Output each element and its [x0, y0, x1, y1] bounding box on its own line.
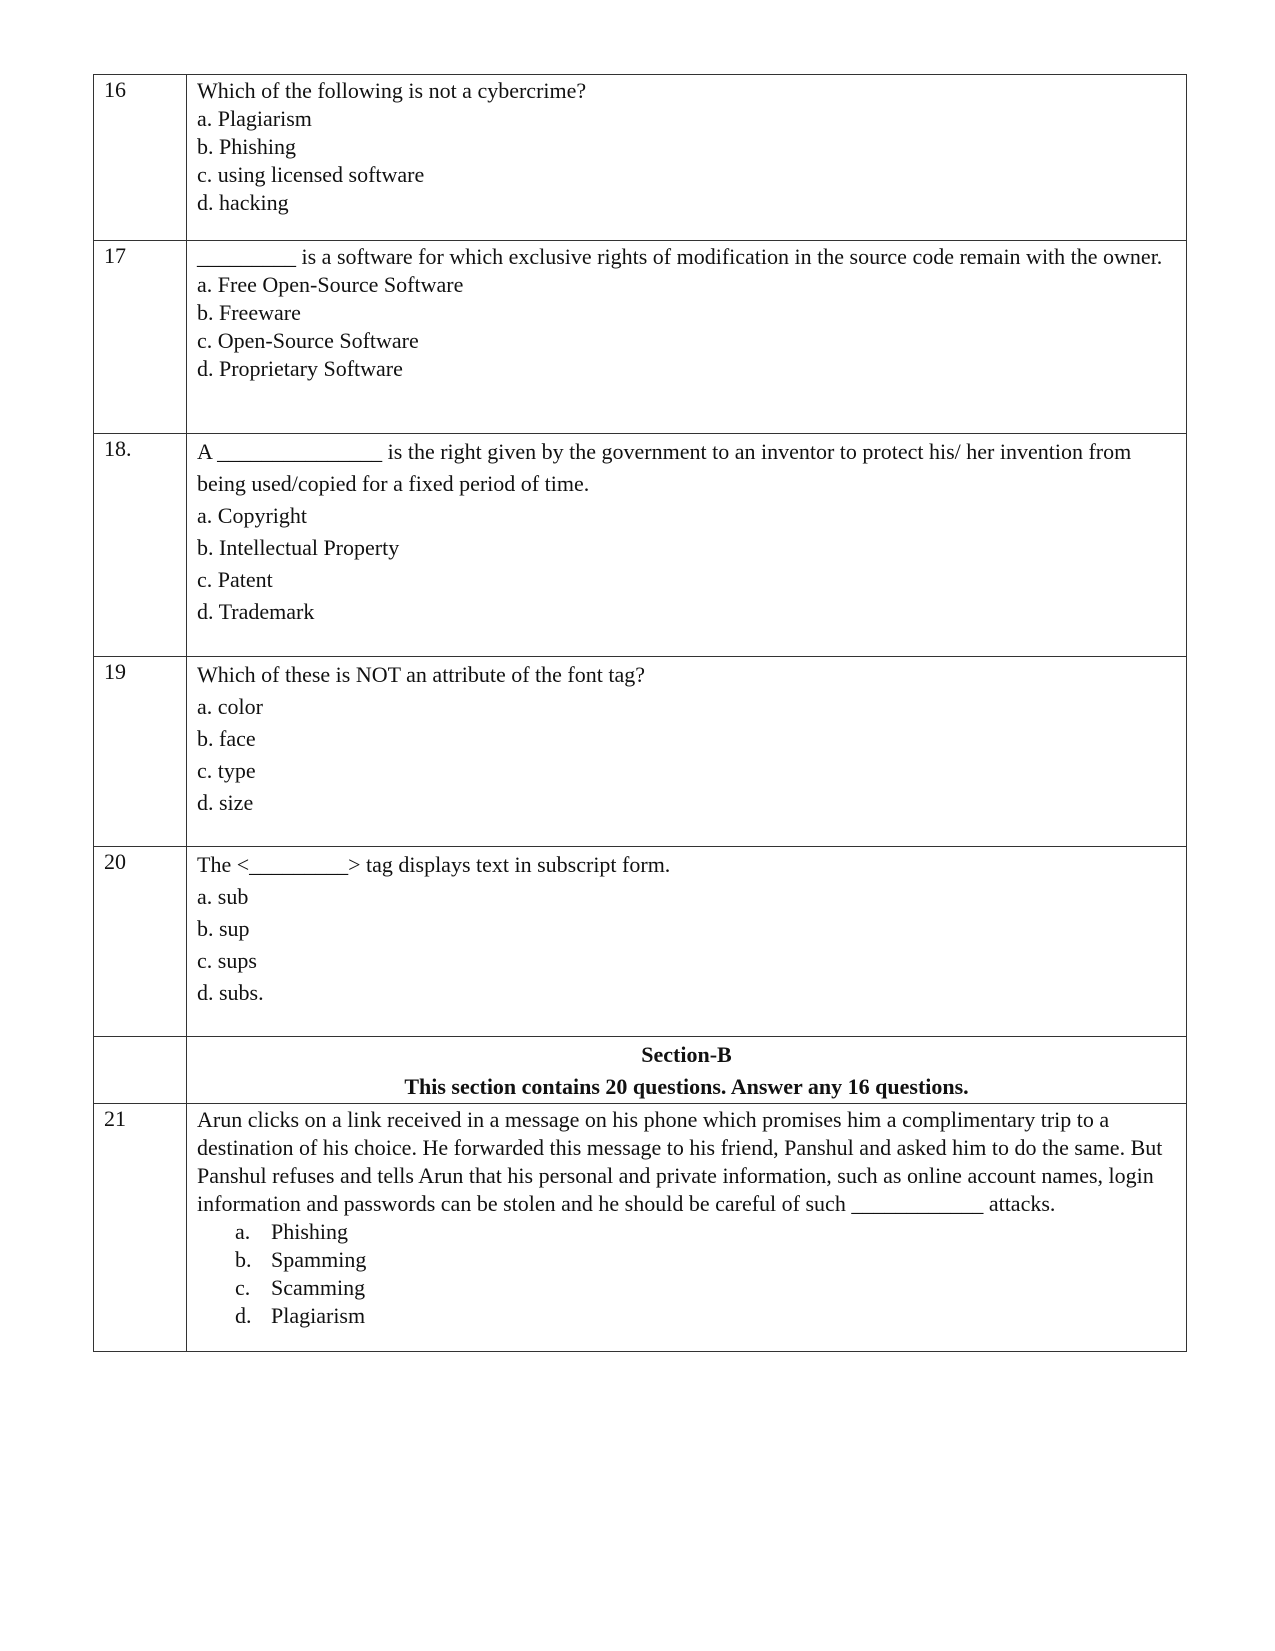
option-c [235, 1274, 1176, 1302]
option-a [235, 1218, 1176, 1246]
question-row-18 [94, 434, 1187, 657]
option-c: c. sups [197, 948, 257, 973]
question-row-20 [94, 847, 1187, 1037]
option-c: c. using licensed software [197, 162, 425, 187]
question-cell [187, 1104, 1187, 1352]
option-d: d. Trademark [197, 599, 315, 624]
option-letter: d. [235, 1303, 252, 1328]
question-cell [187, 847, 1187, 1037]
option-list [197, 1218, 1176, 1330]
question-text: A _______________ is the right given by the government to an inventor to protect his/ her invention from being used/copied for a fixed period of time. [197, 439, 1132, 496]
option-a: a. sub [197, 884, 249, 909]
option-letter: a. [235, 1219, 251, 1244]
option-c: c. Open-Source Software [197, 328, 419, 353]
option-b: b. sup [197, 916, 250, 941]
section-header-row [94, 1037, 1187, 1104]
option-a: a. color [197, 694, 263, 719]
question-row-17 [94, 241, 1187, 434]
option-a: a. Plagiarism [197, 106, 312, 131]
option-b [235, 1246, 1176, 1274]
option-b: b. Freeware [197, 300, 301, 325]
question-number: 17 [94, 241, 187, 434]
question-cell [187, 75, 1187, 241]
question-text: Which of these is NOT an attribute of the font tag? [197, 662, 646, 687]
option-b: b. Phishing [197, 134, 297, 159]
question-row-16 [94, 75, 1187, 241]
question-cell [187, 657, 1187, 847]
option-d: d. Proprietary Software [197, 356, 403, 381]
option-a: a. Free Open-Source Software [197, 272, 464, 297]
option-b: b. face [197, 726, 256, 751]
question-text: Which of the following is not a cybercrime? [197, 78, 587, 103]
question-number: 18. [94, 434, 187, 657]
question-row-21 [94, 1104, 1187, 1352]
option-label: Spamming [271, 1247, 367, 1272]
option-label: Scamming [271, 1275, 366, 1300]
option-letter: c. [235, 1275, 251, 1300]
section-instruction: This section contains 20 questions. Answer any 16 questions. [404, 1074, 969, 1099]
question-number: 19 [94, 657, 187, 847]
option-d: d. hacking [197, 190, 289, 215]
option-d: d. size [197, 790, 254, 815]
question-number: 21 [94, 1104, 187, 1352]
option-d: d. subs. [197, 980, 264, 1005]
question-row-19 [94, 657, 1187, 847]
question-text: The <_________> tag displays text in subscript form. [197, 852, 671, 877]
question-text: _________ is a software for which exclusive rights of modification in the source code remain with the owner. [197, 244, 1163, 269]
option-label: Phishing [271, 1219, 349, 1244]
question-text: Arun clicks on a link received in a message on his phone which promises him a complimentary trip to a destination of his choice. He forwarded this message to his friend, Panshul and asked him to do the same. But Panshul refuses and tells Arun that his personal and private information, such as online account names, login information and passwords can be stolen and he should be careful of such ____________ attacks. [197, 1107, 1163, 1216]
option-b: b. Intellectual Property [197, 535, 400, 560]
section-title: Section-B [641, 1042, 732, 1067]
question-table [93, 74, 1187, 1352]
option-d [235, 1302, 1176, 1330]
option-c: c. type [197, 758, 256, 783]
question-cell [187, 434, 1187, 657]
option-letter: b. [235, 1247, 252, 1272]
option-label: Plagiarism [271, 1303, 366, 1328]
empty-number-cell [94, 1037, 187, 1104]
section-header-cell [187, 1037, 1187, 1104]
question-number: 20 [94, 847, 187, 1037]
question-cell [187, 241, 1187, 434]
option-a: a. Copyright [197, 503, 307, 528]
option-c: c. Patent [197, 567, 273, 592]
question-number: 16 [94, 75, 187, 241]
